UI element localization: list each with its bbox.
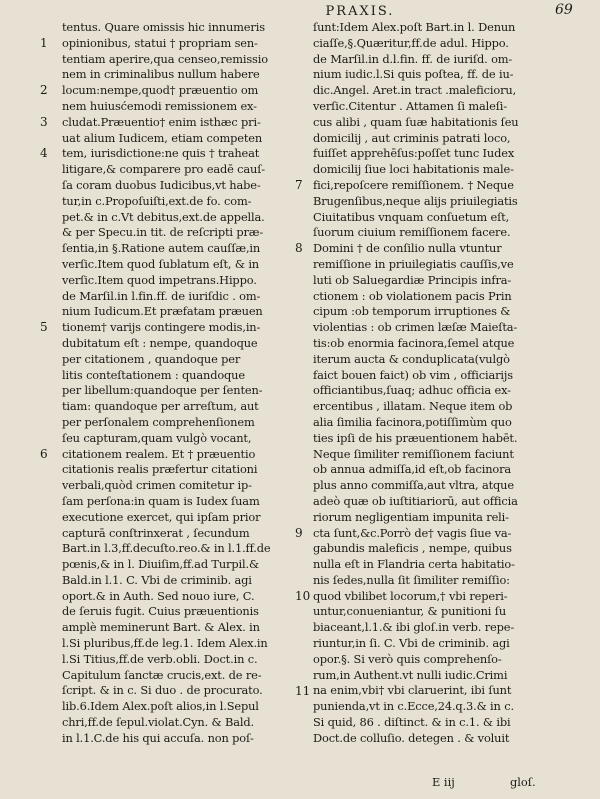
text-line: iterum aucta & conduplicata(vulgò [313, 351, 510, 366]
marginal-note-number: 1 [40, 35, 48, 50]
text-line: tur,in c.Propoſuiſti,ext.de fo. com- [62, 193, 252, 208]
text-line: nium iudic.l.Si quis poſtea, ff. de iu- [313, 67, 514, 82]
text-line: violentias : ob crimen læſæ Maieſta- [313, 320, 518, 335]
marginal-note-number: 11 [295, 683, 311, 698]
text-line: pet.& in c.Vt debitus,ext.de appella. [62, 209, 265, 224]
text-line: cta ſunt,&c.Porrò de† vagis ſiue va- [313, 525, 512, 540]
text-line: tentus. Quare omissis hic innumeris [62, 20, 265, 34]
text-line: nem huiusćemodi remissionem ex- [62, 98, 257, 113]
text-line: punienda,vt in c.Ecce,24.q.3.& in c. [313, 699, 514, 714]
text-line: dubitatum eſt : nempe, quandoque [62, 335, 258, 350]
text-line: cludat.Præuentio† enim isthæc pri- [62, 114, 261, 129]
text-line: Ciuitatibus vnquam conſuetum eſt, [313, 209, 510, 224]
text-line: chri,ff.de ſepul.violat.Cyn. & Bald. [62, 715, 254, 730]
text-line: na enim,vbi† vbi claruerint, ibi ſunt [313, 683, 512, 698]
text-line: de ſeruis fugit. Cuius præuentionis [62, 604, 259, 619]
text-line: quod vbilibet locorum,† vbi reperi- [313, 588, 508, 603]
text-line: verſic.Item quod ſublatum eſt, & in [62, 256, 259, 271]
text-line: litis conteſtationem : quandoque [62, 367, 245, 382]
marginal-note-number: 3 [40, 114, 48, 129]
text-line: executione exercet, qui ipſam prior [62, 509, 261, 524]
text-line: fuiſſet apprehēſus:poſſet tunc Iudex [313, 146, 515, 161]
text-line: ties ipſi de his præuentionem habēt. [313, 430, 518, 445]
text-line: amplè meminerunt Bart. & Alex. in [62, 620, 260, 635]
text-line: ſa coram duobus Iudicibus,vt habe- [62, 177, 261, 192]
running-head: PRAXIS. [325, 4, 395, 19]
marginal-note-number: 6 [40, 446, 48, 461]
signature-mark: E iij [432, 775, 455, 789]
folio-number: 69 [555, 2, 573, 18]
text-line: Neque ſimiliter remiſſionem faciunt [313, 446, 514, 461]
text-line: nium Iudicum.Et præfatam præuen [62, 304, 263, 319]
text-line: ercentibus , illatam. Neque item ob [313, 399, 513, 414]
text-line: tiam: quandoque per arreſtum, aut [62, 399, 259, 414]
text-line: lib.6.Idem Alex.poſt alios,in l.Sepul [62, 699, 259, 714]
text-line: in l.1.C.de his qui accuſa. non poſ- [62, 730, 254, 745]
text-line: verſic.Citentur . Attamen ſi maleſi- [313, 98, 507, 113]
text-line: l.Si pluribus,ff.de leg.1. Idem Alex.in [62, 636, 268, 651]
text-line: tem, iurisdictione:ne quis † traheat [62, 146, 260, 161]
text-line: citationis realis præfertur citationi [62, 462, 258, 477]
text-line: cus alibi , quam ſuæ habitationis ſeu [313, 114, 519, 129]
text-line: tionem† varijs contingere modis,in- [62, 320, 261, 335]
text-line: dic.Angel. Aret.in tract .maleficioru, [313, 83, 517, 98]
text-line: faict bouen faict) ob vim , officiarijs [313, 367, 513, 382]
text-line: Doct.de colluſio. detegen . & voluit [313, 730, 510, 745]
text-line: nis ſedes,nulla ſit ſimiliter remiſſio: [313, 572, 510, 587]
text-line: Bart.in l.3,ff.decuſto.reo.& in l.1.ff.de [62, 541, 271, 556]
text-line: officiantibus,ſuaq; adhuc officia ex- [313, 383, 511, 398]
text-line: per citationem , quandoque per [62, 351, 241, 366]
text-line: alia ſimilia facinora,potiſſimùm quo [313, 414, 512, 429]
text-line: ſcript. & in c. Si duo . de procurato. [62, 683, 263, 698]
text-line: luti ob Saluegardiæ Principis infra- [313, 272, 512, 287]
text-line: opinionibus, statui † propriam sen- [62, 35, 258, 50]
text-line: ctionem : ob violationem pacis Prin [313, 288, 512, 303]
text-line: per libellum:quandoque per ſenten- [62, 383, 263, 398]
text-line: citationem realem. Et † præuentio [62, 446, 256, 461]
left-text-column [62, 20, 276, 747]
text-line: rum,in Authent.vt nulli iudic.Crimi [313, 667, 508, 682]
text-line: ob annua admiſſa,id eſt,ob facinora [313, 462, 512, 477]
right-text-column [313, 20, 543, 747]
text-line: verbali,quòd crimen comitetur ip- [62, 478, 252, 493]
text-line: locum:nempe,quod† præuentio om [62, 83, 259, 98]
text-line: Capitulum ſanctæ crucis,ext. de re- [62, 667, 262, 682]
text-line: Domini † de conſilio nulla vtuntur [313, 241, 502, 256]
text-line: riorum negligentiam impunita reli- [313, 509, 509, 524]
text-line: remiſſione in priuilegiatis cauſſis,ve [313, 256, 514, 271]
text-line: de Marſil.in l.fin.ff. de iuriſdic . om- [62, 288, 261, 303]
text-line: l.Si Titius,ff.de verb.obli. Doct.in c. [62, 651, 258, 666]
marginal-note-number: 7 [295, 178, 303, 192]
text-line: Si quid, 86 . diſtinct. & in c.1. & ibi [313, 715, 511, 730]
text-line: Bald.in l.1. C. Vbi de criminib. agi [62, 572, 252, 587]
marginal-note-number: 9 [295, 525, 303, 540]
text-line: tentiam aperire,qua censeo,remissio [62, 51, 268, 66]
text-line: capturā conſtrinxerat , ſecundum [62, 525, 250, 540]
text-line: de Marſil.in d.l.fin. ff. de iuriſd. om- [313, 51, 513, 66]
text-line: riuntur,in ſi. C. Vbi de criminib. agi [313, 636, 510, 651]
text-line: ſunt:Idem Alex.poſt Bart.in l. Denun [313, 20, 516, 34]
text-line: tis:ob enormia facinora,ſemel atque [313, 335, 515, 350]
text-line: oport.& in Auth. Sed nouo iure, C. [62, 588, 255, 603]
text-line: opor.§. Si verò quis comprehenſo- [313, 651, 502, 666]
text-line: ſentia,in §.Ratione autem cauſſæ,in [62, 241, 261, 256]
text-line: verſic.Item quod impetrans.Hippo. [62, 272, 257, 287]
text-line: cipum :ob temporum irruptiones & [313, 304, 511, 319]
text-line: Brugenſibus,neque alijs priuilegiatis [313, 193, 518, 208]
text-line: nem in criminalibus nullum habere [62, 67, 260, 82]
marginal-note-number: 10 [295, 588, 311, 603]
text-line: & per Specu.in tit. de reſcripti præ- [62, 225, 264, 240]
text-line: biaceant,l.1.& ibi gloſ.in verb. repe- [313, 620, 515, 635]
catchword: gloſ. [510, 775, 536, 789]
text-line: uat alium Iudicem, etiam competen [62, 130, 263, 145]
text-line: ſeu capturam,quam vulgò vocant, [62, 430, 252, 445]
text-line: plus anno commiſſa,aut vltra, atque [313, 478, 514, 493]
marginal-note-number: 8 [295, 241, 303, 256]
text-line: ſam perſona:in quam is Iudex ſuam [62, 493, 260, 508]
text-line: per perſonalem comprehenſionem [62, 414, 255, 429]
text-line: gabundis maleficis , nempe, quibus [313, 541, 512, 556]
text-line: nulla eſt in Flandria certa habitatio- [313, 557, 515, 572]
marginal-note-number: 4 [40, 146, 48, 161]
text-line: litigare,& comparere pro eadē cauſ- [62, 162, 265, 177]
text-line: domicilij ſiue loci habitationis male- [313, 162, 514, 177]
text-line: adeò quæ ob iuſtitiariorū, aut officia [313, 493, 518, 508]
text-line: fici,repoſcere remiſſionem. † Neque [313, 177, 514, 192]
text-line: pœnis,& in l. Diuiſim,ff.ad Turpil.& [62, 557, 259, 572]
text-line: domicilij , aut criminis patrati loco, [313, 130, 511, 145]
marginal-note-number: 2 [40, 83, 48, 98]
marginal-note-number: 5 [40, 320, 48, 335]
text-line: untur,conueniantur, & punitioni ſu [313, 604, 506, 619]
text-line: ciaſſe,§.Quæritur,ff.de adul. Hippo. [313, 35, 509, 50]
text-line: ſuorum ciuium remiſſionem facere. [313, 225, 511, 240]
